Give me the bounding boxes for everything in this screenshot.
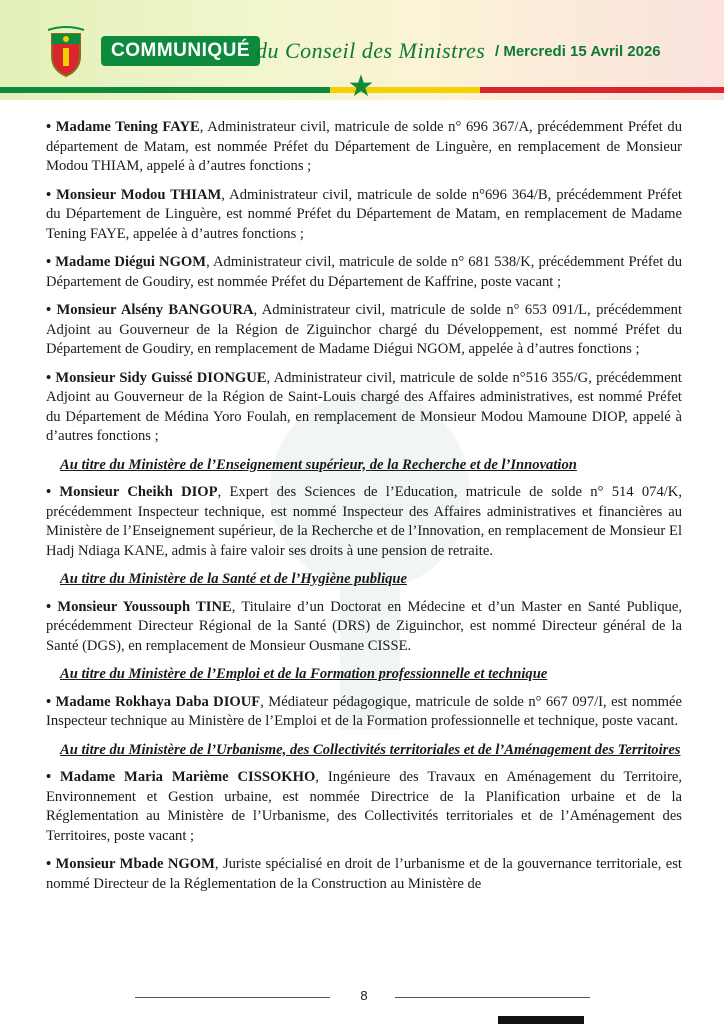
appointee-name: • Madame Maria Marième CISSOKHO: [46, 769, 316, 785]
appointee-name: • Monsieur Mbade NGOM: [46, 856, 215, 872]
section-title-enseignement: Au titre du Ministère de l’Enseignement supérieur, de la Recherche et de l’Innovation: [60, 456, 577, 473]
national-emblem-icon: [46, 26, 86, 80]
appointment-entry: [46, 855, 682, 894]
communique-badge: COMMUNIQUÉ: [101, 36, 260, 66]
appointee-name: • Monsieur Sidy Guissé DIONGUE: [46, 369, 267, 386]
section-title-emploi: Au titre du Ministère de l’Emploi et de la Formation professionnelle et technique: [60, 666, 548, 682]
appointee-name: • Madame Rokhaya Daba DIOUF: [46, 693, 261, 710]
appointment-text: , Titulaire d’un Doctorat en Médecine et d’un Master en Santé Publique, précédemment Directeur Régional de la Santé (DRS) de Ziguinchor, est nommé Directeur général de la Santé (DGS), en remplacement de Monsieur Ousmane CISSE.: [46, 598, 682, 654]
appointment-entry: [46, 483, 682, 561]
appointee-name: • Monsieur Youssouph TINE: [46, 598, 232, 615]
appointee-name: • Madame Diégui NGOM: [46, 254, 207, 270]
header-date: / Mercredi 15 Avril 2026: [495, 43, 661, 60]
appointment-text: , Administrateur civil, matricule de solde n° 653 091/L, précédemment Adjoint au Gouverneur de la Région de Ziguinchor chargé du Développement, est nommé Préfet du Département de Goudiry, en remplacement de Madame Diégui NGOM, appelée à d’autres fonctions ;: [46, 302, 682, 357]
section-title-sante: Au titre du Ministère de la Santé et de l’Hygiène publique: [60, 571, 408, 587]
appointment-text: , Administrateur civil, matricule de solde n°516 355/G, précédemment Adjoint au Gouverneur de la Région de Saint-Louis chargé des Affaires administratives, est nommé Préfet du Département de Médina Yoro Foulah, en remplacement de Monsieur Modou Mamoune DIOP, appelé à d’autres fonctions ;: [46, 369, 682, 444]
appointment-entry: [46, 768, 682, 846]
appointment-entry: [46, 693, 682, 732]
appointment-entry: [46, 369, 682, 447]
footer-divider-left: [135, 997, 330, 998]
flag-stripe-green: [0, 87, 330, 93]
appointment-text: , Administrateur civil, matricule de solde n° 681 538/K, précédemment Préfet du Département de Goudiry, est nommée Préfet du Département de Kaffrine, poste vacant ;: [46, 254, 683, 290]
header-banner: [0, 0, 724, 104]
footer-corner-bar: [498, 1016, 584, 1024]
council-title: du Conseil des Ministres: [256, 38, 486, 63]
appointment-entry: [46, 301, 682, 360]
appointee-name: • Monsieur Alsény BANGOURA: [46, 302, 254, 318]
appointee-name: • Monsieur Modou THIAM: [46, 186, 222, 203]
appointment-entry: [46, 598, 682, 657]
appointment-text: , Ingénieure des Travaux en Aménagement du Territoire, Environnement et Gestion urbaine, est nommée Directrice de la Planification urbaine et de la Réglementation au Ministère de l’Urbanisme, des Collectivités territoriales et de l’Aménagement des Territoires, poste vacant ;: [46, 769, 683, 844]
appointment-text: , Administrateur civil, matricule de solde n° 696 367/A, précédemment Préfet du département de Matam, est nommée Préfet du Département de Linguère, en remplacement de Monsieur Modou THIAM, appelé à d’autres fonctions ;: [46, 119, 682, 174]
appointment-text: , Administrateur civil, matricule de solde n°696 364/B, précédemment Préfet du Département de Linguère, est nommé Préfet du Département de Matam, en remplacement de Madame Tening FAYE, appelée à d’autres fonctions ;: [46, 186, 682, 242]
star-icon: ★: [347, 69, 375, 104]
section-title-urbanisme: Au titre du Ministère de l’Urbanisme, des Collectivités territoriales et de l’Aménagement des Territoires: [60, 741, 681, 758]
appointment-text: , Juriste spécialisé en droit de l’urbanisme et de la gouvernance territoriale, est nommé Directeur de la Réglementation de la Construction au Ministère de: [46, 856, 682, 892]
appointment-entry: [46, 118, 682, 177]
appointment-entry: [46, 186, 682, 245]
document-body: [46, 118, 682, 903]
appointment-entry: [46, 253, 682, 292]
flag-stripe-red: [480, 87, 724, 93]
footer-divider-right: [395, 997, 590, 998]
appointment-text: , Expert des Sciences de l’Education, matricule de solde n° 514 074/K, précédemment Inspecteur technique, est nommé Inspecteur des Affaires administratives et financières au Ministère de l’Enseignement supérieur, de la Recherche et de l’Innovation, en remplacement de Monsieur El Hadj Ndiaga KANE, admis à faire valoir ses droits à une pension de retraite.: [46, 484, 682, 559]
appointment-text: , Médiateur pédagogique, matricule de solde n° 667 097/I, est nommée Inspecteur technique au Ministère de l’Emploi et de la Formation professionnelle et technique, poste vacant.: [46, 693, 682, 729]
appointee-name: • Monsieur Cheikh DIOP: [46, 484, 218, 500]
appointee-name: • Madame Tening FAYE: [46, 119, 200, 135]
page-number: 8: [360, 988, 368, 1003]
